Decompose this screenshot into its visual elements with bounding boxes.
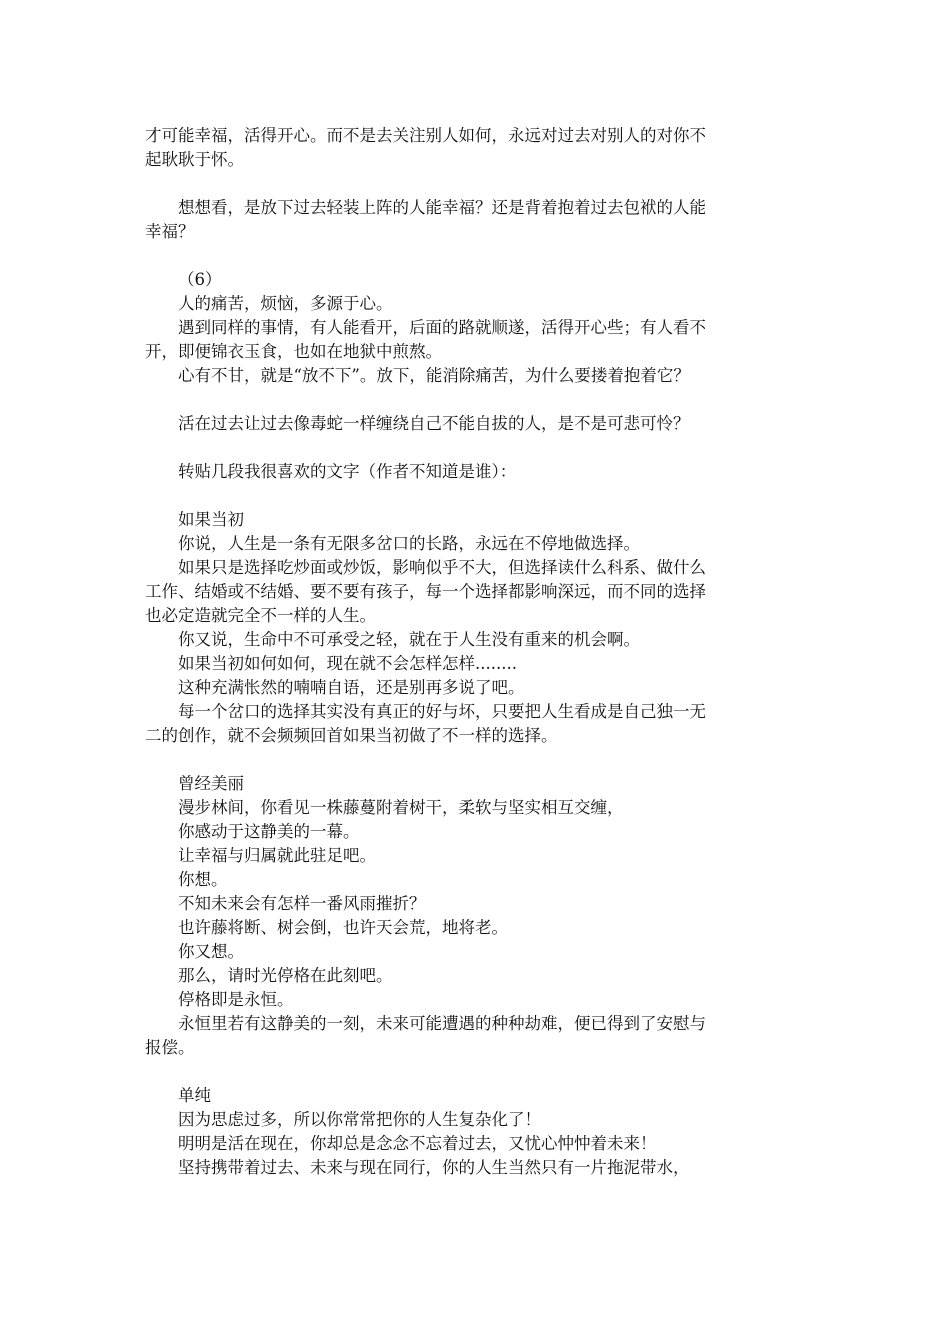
- text-line: 才可能幸福，活得开心。而不是去关注别人如何，永远对过去对别人的对你不: [145, 126, 706, 145]
- paragraph: [145, 964, 810, 988]
- text-line: 坚持携带着过去、未来与现在同行，你的人生当然只有一片拖泥带水，: [178, 1158, 690, 1177]
- text-line: 你想。: [178, 870, 228, 889]
- text-line: 也许藤将断、树会倒，也许天会荒，地将老。: [178, 918, 508, 937]
- paragraph-spacer: [145, 484, 810, 508]
- text-line: 每一个岔口的选择其实没有真正的好与坏，只要把人生看成是自己独一无: [178, 702, 706, 721]
- paragraph: [145, 460, 810, 484]
- paragraph: [145, 364, 810, 388]
- text-line: 报偿。: [145, 1038, 195, 1057]
- paragraph: [145, 844, 810, 868]
- paragraph: [145, 628, 810, 652]
- paragraph: [145, 940, 810, 964]
- paragraph: [145, 820, 810, 844]
- paragraph: [145, 1108, 810, 1132]
- text-line: 停格即是永恒。: [178, 990, 294, 1009]
- paragraph: [145, 916, 810, 940]
- text-line: 不知未来会有怎样一番风雨摧折？: [178, 894, 426, 913]
- text-line: 单纯: [178, 1086, 211, 1105]
- paragraph: [145, 892, 810, 916]
- paragraph: [145, 124, 810, 172]
- paragraph-spacer: [145, 1060, 810, 1084]
- text-line: 那么，请时光停格在此刻吧。: [178, 966, 393, 985]
- text-line: 幸福？: [145, 222, 195, 241]
- text-line: 你又想。: [178, 942, 244, 961]
- paragraph: [145, 268, 810, 292]
- text-line: 如果只是选择吃炒面或炒饭，影响似乎不大，但选择读什么科系、做什么: [178, 558, 706, 577]
- paragraph: [145, 868, 810, 892]
- paragraph: [145, 676, 810, 700]
- text-line: 因为思虑过多，所以你常常把你的人生复杂化了！: [178, 1110, 541, 1129]
- paragraph-spacer: [145, 748, 810, 772]
- text-line: 这种充满怅然的喃喃自语，还是别再多说了吧。: [178, 678, 525, 697]
- text-line: 也必定造就完全不一样的人生。: [145, 606, 376, 625]
- paragraph: [145, 772, 810, 796]
- paragraph: [145, 652, 810, 676]
- text-line: 如果当初: [178, 510, 244, 529]
- text-line: 曾经美丽: [178, 774, 244, 793]
- paragraph: [145, 1012, 810, 1060]
- paragraph: [145, 796, 810, 820]
- paragraph-spacer: [145, 436, 810, 460]
- text-line: 工作、结婚或不结婚、要不要有孩子，每一个选择都影响深远，而不同的选择: [145, 582, 706, 601]
- text-line: 漫步林间，你看见一株藤蔓附着树干，柔软与坚实相互交缠，: [178, 798, 624, 817]
- text-line: 你感动于这静美的一幕。: [178, 822, 360, 841]
- paragraph-spacer: [145, 244, 810, 268]
- paragraph: [145, 556, 810, 628]
- document-page: [145, 124, 810, 1180]
- text-line: 活在过去让过去像毒蛇一样缠绕自己不能自拔的人，是不是可悲可怜？: [178, 414, 690, 433]
- paragraph: [145, 412, 810, 436]
- text-line: 想想看，是放下过去轻装上阵的人能幸福？还是背着抱着过去包袱的人能: [178, 198, 706, 217]
- paragraph: [145, 1084, 810, 1108]
- text-line: 如果当初如何如何，现在就不会怎样怎样........: [178, 654, 517, 673]
- text-line: 你又说，生命中不可承受之轻，就在于人生没有重来的机会啊。: [178, 630, 640, 649]
- text-line: （6）: [178, 270, 222, 289]
- paragraph: [145, 988, 810, 1012]
- text-line: 永恒里若有这静美的一刻，未来可能遭遇的种种劫难，便已得到了安慰与: [178, 1014, 706, 1033]
- text-line: 转贴几段我很喜欢的文字（作者不知道是谁）：: [178, 462, 517, 481]
- text-line: 开，即便锦衣玉食，也如在地狱中煎熬。: [145, 342, 442, 361]
- paragraph-spacer: [145, 388, 810, 412]
- paragraph-spacer: [145, 172, 810, 196]
- paragraph: [145, 700, 810, 748]
- paragraph: [145, 196, 810, 244]
- text-line: 起耿耿于怀。: [145, 150, 244, 169]
- paragraph: [145, 508, 810, 532]
- paragraph: [145, 1132, 810, 1156]
- text-line: 你说，人生是一条有无限多岔口的长路，永远在不停地做选择。: [178, 534, 640, 553]
- text-line: 遇到同样的事情，有人能看开，后面的路就顺遂，活得开心些；有人看不: [178, 318, 706, 337]
- paragraph: [145, 1156, 810, 1180]
- text-line: 心有不甘，就是“放不下”。放下，能消除痛苦，为什么要搂着抱着它？: [178, 366, 690, 385]
- paragraph: [145, 292, 810, 316]
- paragraph: [145, 532, 810, 556]
- paragraph: [145, 316, 810, 364]
- text-line: 人的痛苦，烦恼，多源于心。: [178, 294, 393, 313]
- text-line: 让幸福与归属就此驻足吧。: [178, 846, 376, 865]
- text-line: 明明是活在现在，你却总是念念不忘着过去，又忧心忡忡着未来！: [178, 1134, 657, 1153]
- text-line: 二的创作，就不会频频回首如果当初做了不一样的选择。: [145, 726, 558, 745]
